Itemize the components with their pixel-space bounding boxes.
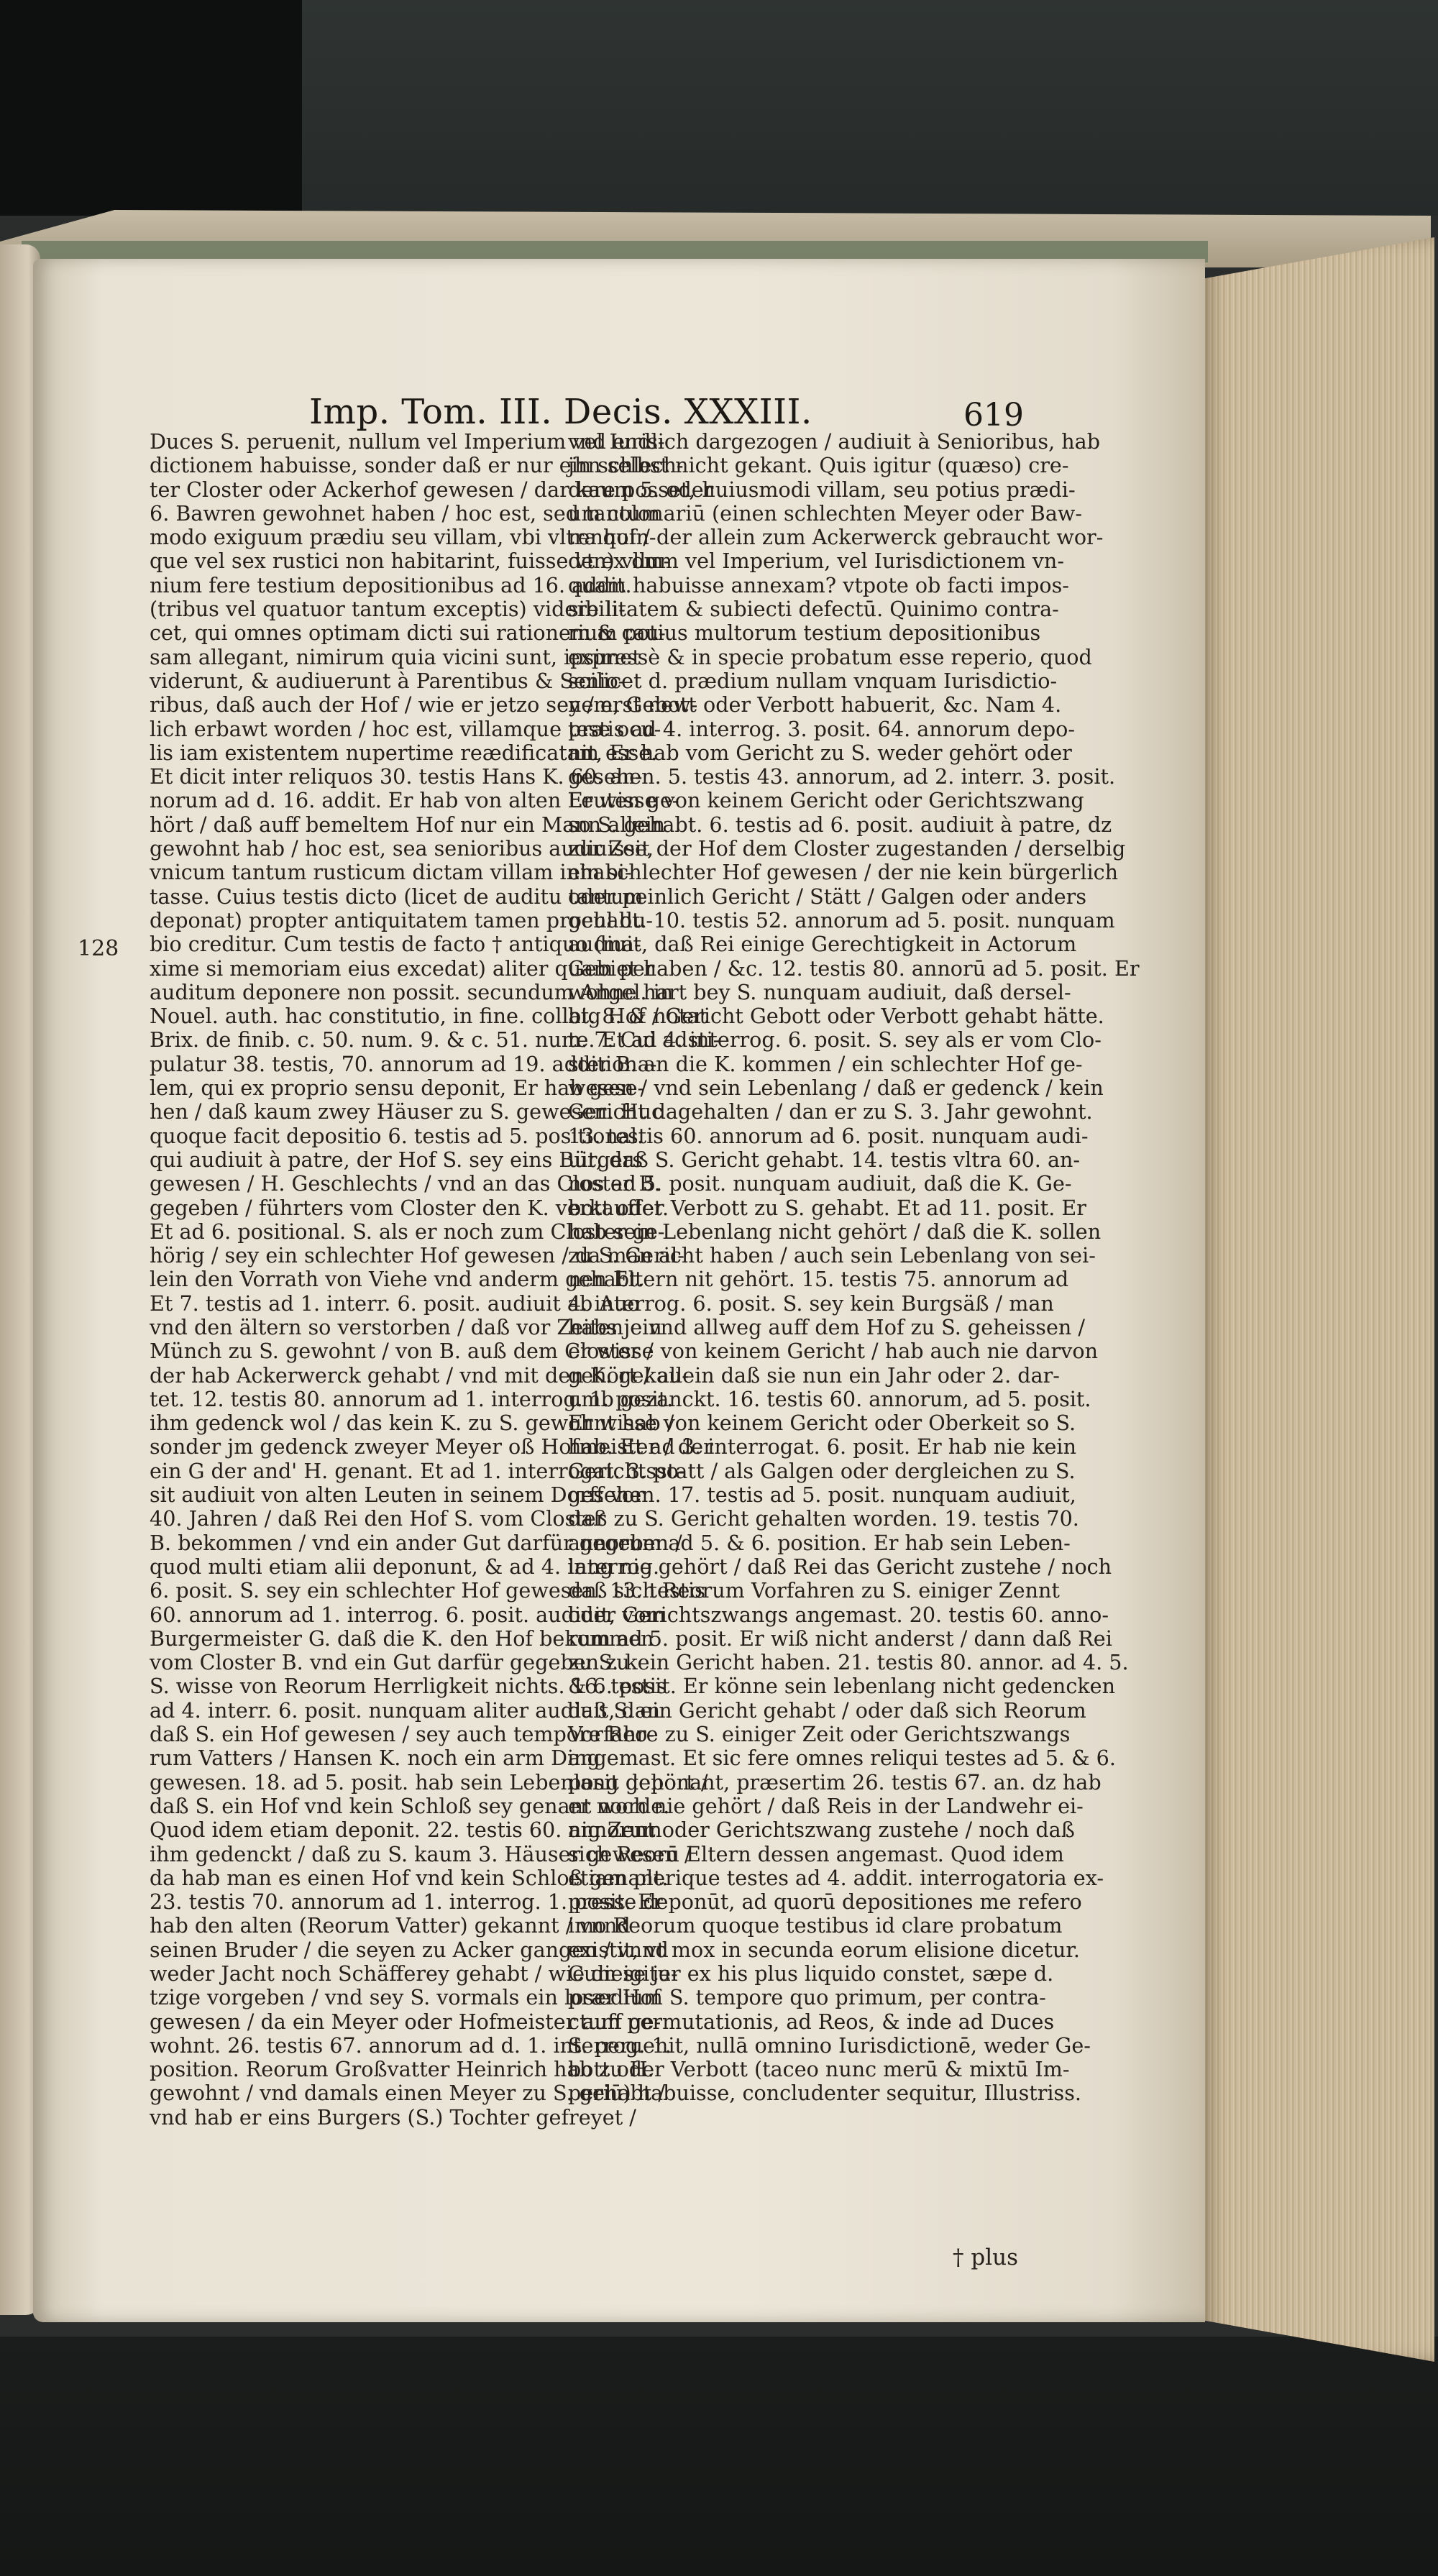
text-line: ribus, daß auch der Hof / wie er jetzo sey / erst new- [150,692,698,718]
text-line: tet. 12. testis 80. annorum ad 1. interrog. 1. posit. [150,1386,674,1411]
text-line: nit, Er hab vom Gericht zu S. weder gehört oder [568,740,1072,765]
text-line: wohne hart bey S. nunquam audiuit, daß dersel- [568,979,1071,1004]
text-line: zur Zeit der Hof dem Closter zugestanden / derselbig [568,836,1126,861]
text-line: Burgermeister G. daß die K. den Hof bekommen [150,1626,654,1651]
text-line: bott oder Verbott (taceo nunc merū & mixtū Im- [568,2057,1070,2082]
text-line: Quod idem etiam deponit. 22. testis 60. annorum [150,1818,662,1843]
text-line: gehört / allein daß sie nun ein Jahr oder 2. dar- [568,1362,1060,1388]
text-line: sibilitatem & subiecti defectū. Quinimo contra- [568,597,1059,622]
text-line: nig Zent oder Gerichtszwang zustehe / noch daß [568,1818,1075,1843]
text-line: annorum ad 5. & 6. position. Er hab sein Leben- [568,1530,1071,1555]
text-line: daß S. ein Hof vnd kein Schloß sey genant worde. [150,1793,670,1818]
text-line: hab sein Lebenlang nicht gehört / daß die K. sollen [568,1219,1102,1244]
text-line: weder Jacht noch Schäfferey gehabt / wie diese je- [150,1961,678,1986]
text-line: daß zu S. Gericht gehalten worden. 19. testis 70. [568,1506,1079,1531]
text-line: gewesen / H. Geschlechts / vnd an das Closter B. [150,1171,661,1196]
book-fore-edge [1197,237,1434,2362]
text-line: audiuit, daß Rei einige Gerechtigkeit in Actorum [568,932,1077,957]
text-line: uit, daß S. Gericht gehabt. 14. testis vltra 60. an- [568,1147,1081,1172]
text-line: da hab man es einen Hof vnd kein Schloß genant. [150,1865,669,1890]
text-line: den) vllum vel Imperium, vel Iurisdictionem vn- [568,549,1065,574]
text-line: cet, qui omnes optimam dicti sui rationem & cau- [150,620,666,646]
text-line: prædium S. tempore quo primum, per contra- [568,1985,1046,2010]
text-line: sich Reorū Eltern dessen angemast. Quod idem [568,1841,1064,1866]
text-line: rum Vatters / Hansen K. noch ein arm Ding [150,1746,600,1771]
text-line: Nouel. auth. hac constitutio, in fine. collat. 8. & notat [150,1004,707,1029]
text-line: qui audiuit à patre, der Hof S. sey eins Bürgers [150,1147,644,1172]
text-line: seinen Bruder / die seyen zu Acker gangen / vnnd [150,1937,669,1962]
text-line: daß S. ein Gericht gehabt / oder daß sich Reorum [568,1697,1086,1723]
text-line: daß S. ein Hof gewesen / sey auch tempore Reo- [150,1722,654,1747]
text-line: periū) habuisse, concludenter sequitur, Illustriss. [568,2081,1081,2106]
text-line: gesehen. 17. testis ad 5. posit. nunquam audiuit, [568,1482,1076,1508]
text-line: zu S. kein Gericht haben. 21. testis 80. annor. ad 4. 5. [568,1650,1129,1675]
text-line: dictionem habuisse, sonder daß er nur ein schlech- [150,453,684,478]
text-line: ster B. an die K. kommen / ein schlechter Hof ge- [568,1051,1083,1076]
text-line: nium fere testium depositionibus ad 16. addit. [150,572,632,597]
text-line: position. Reorum Großvatter Heinrich hab zu H. [150,2057,654,2082]
text-line: pulatur 38. testis, 70. annorum ad 19. additiona- [150,1051,657,1076]
text-line: testis ad 4. interrog. 3. posit. 64. annorum depo- [568,716,1076,741]
text-line: bio creditur. Cum testis de facto † antiquo (ma- [150,932,641,957]
text-line: existit, vt mox in secunda eorum elisione dicetur. [568,1937,1080,1962]
text-line: ein schlechter Hof gewesen / der nie kein bürgerlich [568,860,1119,885]
text-line: lein den Vorrath von Viehe vnd anderm gehabt. [150,1267,644,1292]
text-line: 6. Bawren gewohnet haben / hoc est, sed tantum [150,500,661,526]
running-head: Imp. Tom. III. Decis. XXXIII. [309,392,812,432]
text-line: B. bekommen / vnd ein ander Gut darfür gegeben / [150,1530,682,1555]
text-line: hörig / sey ein schlechter Hof gewesen / da man al- [150,1243,684,1268]
text-line: ctum permutationis, ad Reos, & inde ad Duces [568,2009,1055,2034]
text-line: norum ad d. 16. addit. Er hab von alten Leuten ge- [150,788,679,813]
text-line: modo exiguum prædiu seu villam, vbi vltra quin- [150,525,656,550]
text-line: ihm gedenck wol / das kein K. zu S. gewohnt hab / [150,1411,674,1436]
text-line: sit audiuit von alten Leuten in seinem Dorff vor [150,1482,644,1508]
text-line: lem, qui ex proprio sensu deponit, Er hab gese- [150,1076,645,1101]
text-line: Cum igitur ex his plus liquido constet, sæpe d. [568,1961,1054,1986]
text-line: quoque facit depositio 6. testis ad 5. positional. [150,1123,644,1148]
text-line: presse deponūt, ad quorū depositiones me refero [568,1889,1082,1915]
text-line: S. wisse von Reorum Herrligkeit nichts. 16. testis [150,1674,667,1699]
text-line: gewesen / da ein Meyer oder Hofmeister auff ge- [150,2009,661,2034]
text-line: gewesen. 18. ad 5. posit. hab sein Lebenlang gehört / [150,1769,708,1795]
text-line: nos ad 5. posit. nunquam audiuit, daß die K. Ge- [568,1171,1072,1196]
text-line: 40. Jahren / daß Rei den Hof S. vom Closter [150,1506,606,1531]
text-line: deponat) propter antiquitatem tamen procul du- [150,907,654,932]
text-line: habs je vnd allweg auff dem Hof zu S. geheissen / [568,1314,1086,1339]
text-line: nem, Gebott oder Verbott habuerit, &c. Nam 4. [568,692,1062,718]
text-line: vnd den ältern so verstorben / daß vor Zeiten ein [150,1314,662,1339]
text-line: lang nie gehört / daß Rei das Gericht zustehe / noch [568,1554,1112,1579]
text-line: daß sich Reorum Vorfahren zu S. einiger Zennt [568,1578,1060,1603]
margin-note: 128 [78,936,119,961]
text-line: Duces S. peruenit, nullum vel Imperium vel Iuris- [150,429,665,454]
page-number: 619 [963,397,1024,434]
text-line: Gericht dagehalten / dan er zu S. 3. Jahr gewohnt. [568,1099,1093,1124]
background-bottom [0,2337,1438,2576]
catchword: † plus [953,2245,1018,2270]
text-line: quam habuisse annexam? vtpote ob facti impos- [568,572,1069,597]
text-line: auditum deponere non possit. secundum Angel. in [150,979,674,1004]
text-line: ihm gedenckt / daß zu S. kaum 3. Häuser gewesen / [150,1841,692,1866]
text-line: angemast. Et sic fere omnes reliqui testes ad 5. & 6. [568,1746,1116,1771]
text-line: scilicet d. prædium nullam vnquam Iurisdictio- [568,668,1058,693]
text-line: Et ad 6. positional. S. als er noch zum Closter ge- [150,1219,665,1244]
text-line: er wisse von keinem Gericht / hab auch nie darvon [568,1339,1098,1364]
text-line: expressè & in specie probatum esse reperio, quod [568,644,1092,669]
text-line: hen / daß kaum zwey Häuser zu S. gewesen. Huc [150,1099,664,1124]
text-line: gesehen. 5. testis 43. annorum, ad 2. interr. 3. posit. [568,764,1116,789]
text-line: renhof / der allein zum Ackerwerck gebraucht wor- [568,525,1104,550]
text-line: wohnt. 26. testis 67. annorum ad d. 1. interrog. 1. [150,2032,672,2058]
text-line: gewohnt hab / hoc est, sea senioribus audiuisse, [150,836,654,861]
text-line: quod multi etiam alii deponunt, & ad 4. interrog. [150,1554,660,1579]
text-line: te. Et ad 4. interrog. 6. posit. S. sey als er vom Clo- [568,1027,1102,1053]
text-line: lis iam existentem nupertime reædificatam esse. [150,740,658,765]
text-line: der hab Ackerwerck gehabt / vnd mit den K. gekau- [150,1362,689,1388]
text-line: ein G der and' H. genant. Et ad 1. interrogat. 3. po- [150,1458,686,1483]
text-line: rum ad 5. posit. Er wiß nicht anderst / dann daß Rei [568,1626,1112,1651]
left-text-column [150,429,720,2130]
text-line: 6. posit. S. sey ein schlechter Hof gewesen. 13. testis [150,1578,705,1603]
text-line: sonder jm gedenck zweyer Meyer oß Hofmeister / der [150,1434,713,1459]
text-line: Er wisse von keinem Gericht oder Oberkeit so S. [568,1411,1076,1436]
text-line: Gebiet haben / &c. 12. testis 80. annorū ad 5. posit. Er [568,955,1140,981]
text-line: dere posset, huiusmodi villam, seu potius prædi- [568,477,1076,502]
text-line: hab. Et ad 3. interrogat. 6. posit. Er hab nie kein [568,1434,1076,1459]
text-line: nen Eltern nit gehört. 15. testis 75. annorum ad [568,1267,1069,1292]
text-line: viderunt, & audiuerunt à Parentibus & Senio- [150,668,626,693]
text-line: Er wisse von keinem Gericht oder Gerichtszwang [568,788,1084,813]
text-line: oder peinlich Gericht / Stätt / Galgen oder anders [568,884,1087,909]
text-line: tzige vorgeben / vnd sey S. vormals ein loser Hof [150,1985,661,2010]
text-line: 13. testis 60. annorum ad 6. posit. nunquam audi- [568,1123,1089,1148]
text-line: hab den alten (Reorum Vatter) gekannt / vnnd [150,1913,631,1938]
text-line: ter Closter oder Ackerhof gewesen / dar kaum 5. oder [150,477,714,502]
text-line: imo Reorum quoque testibus id clare probatum [568,1913,1063,1938]
text-line: big Hof / Gericht Gebott oder Verbott gehabt hätte. [568,1004,1104,1029]
text-line: Et dicit inter reliquos 30. testis Hans K. 60. an- [150,764,643,789]
text-line: rium potius multorum testium depositionibus [568,620,1041,646]
text-line: xime si memoriam eius excedat) aliter quam per [150,955,655,981]
text-line: gehabt. 10. testis 52. annorum ad 5. posit. nunquam [568,907,1115,932]
text-line: gegeben / führters vom Closter den K. verkauffet. [150,1195,669,1220]
text-line: Gerichtsstatt / als Galgen oder dergleichen zu S. [568,1458,1076,1483]
text-line: (tribus vel quatuor tantum exceptis) videre li- [150,597,626,622]
text-line: gewohnt / vnd damals einen Meyer zu S. gehabt / [150,2081,665,2106]
text-line: 60. annorum ad 1. interrog. 6. posit. audiuit, vom [150,1602,666,1627]
text-line: vnd endlich dargezogen / audiuit à Senioribus, hab [568,429,1101,454]
text-line: S. peruenit, nullā omnino Iurisdictionē, weder Ge- [568,2032,1091,2058]
text-line: posit deponant, præsertim 26. testis 67. an. dz hab [568,1769,1102,1795]
text-line: er noch nie gehört / daß Reis in der Landwehr ei- [568,1793,1084,1818]
text-line: Münch zu S. gewohnt / von B. auß dem Closter / [150,1339,654,1364]
text-line: vom Closter B. vnd ein Gut darfür gegeben zu [150,1650,630,1675]
text-line: Vorfahre zu S. einiger Zeit oder Gerichtszwangs [568,1722,1071,1747]
right-text-column [568,429,1140,2106]
text-line: lich erbawt worden / hoc est, villamque præ ocu- [150,716,661,741]
text-line: oder Gerichtszwangs angemast. 20. testis 60. anno- [568,1602,1109,1627]
text-line: jhn selbst nicht gekant. Quis igitur (quæso) cre- [568,453,1069,478]
text-line: Et 7. testis ad 1. interr. 6. posit. audiuit ab Auo [150,1291,640,1316]
background-shadow [0,0,302,216]
text-line: sam allegant, nimirum quia vicini sunt, ipsimet [150,644,641,669]
text-line: etiam plerique testes ad 4. addit. interrogatoria ex- [568,1865,1104,1890]
text-line: & 6. posit. Er könne sein lebenlang nicht gedencken [568,1674,1116,1699]
text-line: bott oder Verbott zu S. gehabt. Et ad 11. posit. Er [568,1195,1086,1220]
text-line: 23. testis 70. annorum ad 1. interrog. 1. posit. Er [150,1889,663,1915]
text-line: zu S. Gericht haben / auch sein Lebenlang von sei- [568,1243,1096,1268]
text-line: umb gezanckt. 16. testis 60. annorum, ad 5. posit. [568,1386,1091,1411]
text-line: ad 4. interr. 6. posit. nunquam aliter audiuit, dan [150,1697,661,1723]
text-line: 4. interrog. 6. posit. S. sey kein Burgsäß / man [568,1291,1054,1316]
text-line: Brix. de finib. c. 50. num. 9. & c. 51. num. 7. Cui adsti- [150,1027,720,1053]
text-line: tasse. Cuius testis dicto (licet de auditu tantum [150,884,644,909]
text-line: hört / daß auff bemeltem Hof nur ein Mann allein [150,812,666,837]
text-line: so S. gehabt. 6. testis ad 6. posit. audiuit à patre, dz [568,812,1112,837]
text-line: vnd hab er eins Burgers (S.) Tochter gefreyet / [150,2104,636,2130]
text-line: que vel sex rustici non habitarint, fuisse vt ex om- [150,549,671,574]
text-line: um colonariū (einen schlechten Meyer oder Baw- [568,500,1082,526]
text-line: wesen / vnd sein Lebenlang / daß er gedenck / kein [568,1076,1104,1101]
text-line: vnicum tantum rusticum dictam villam inhabi- [150,860,632,885]
